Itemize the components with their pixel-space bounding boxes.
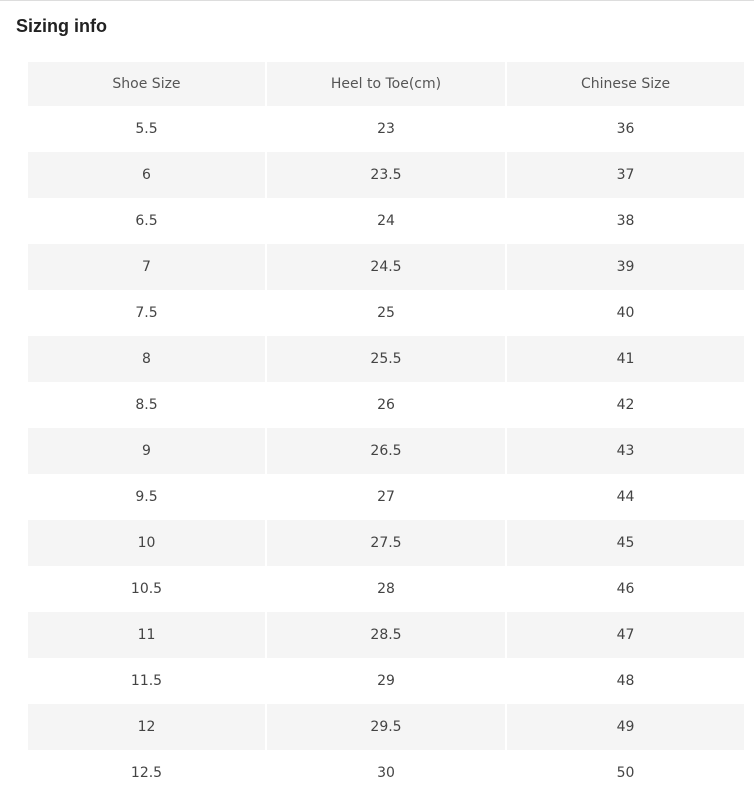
table-row [28,244,744,290]
cell-chinese-size: 47 [505,612,744,658]
cell-shoe-size: 8 [28,336,265,382]
cell-heel-to-toe: 24.5 [265,244,505,290]
cell-shoe-size: 11 [28,612,265,658]
cell-heel-to-toe: 28 [265,566,505,612]
cell-shoe-size: 8.5 [28,382,265,428]
cell-shoe-size: 12.5 [28,750,265,796]
cell-shoe-size: 12 [28,704,265,750]
table-row [28,566,744,612]
cell-heel-to-toe: 30 [265,750,505,796]
table-body [28,106,744,796]
cell-shoe-size: 7.5 [28,290,265,336]
cell-heel-to-toe: 27.5 [265,520,505,566]
cell-heel-to-toe: 28.5 [265,612,505,658]
cell-chinese-size: 46 [505,566,744,612]
cell-chinese-size: 37 [505,152,744,198]
cell-shoe-size: 10.5 [28,566,265,612]
table-row [28,704,744,750]
table-row [28,612,744,658]
header-row [28,62,744,106]
cell-chinese-size: 49 [505,704,744,750]
cell-chinese-size: 44 [505,474,744,520]
header-heel-to-toe: Heel to Toe(cm) [265,62,505,106]
table-row [28,152,744,198]
header-chinese-size: Chinese Size [505,62,744,106]
header-shoe-size: Shoe Size [28,62,265,106]
table-row [28,520,744,566]
cell-heel-to-toe: 25.5 [265,336,505,382]
cell-heel-to-toe: 29 [265,658,505,704]
top-divider [0,0,754,1]
cell-heel-to-toe: 26 [265,382,505,428]
cell-shoe-size: 6 [28,152,265,198]
cell-heel-to-toe: 26.5 [265,428,505,474]
cell-shoe-size: 11.5 [28,658,265,704]
table-row [28,750,744,796]
cell-chinese-size: 41 [505,336,744,382]
cell-chinese-size: 45 [505,520,744,566]
cell-shoe-size: 6.5 [28,198,265,244]
table-row [28,198,744,244]
cell-chinese-size: 48 [505,658,744,704]
section-title: Sizing info [16,16,107,36]
cell-heel-to-toe: 29.5 [265,704,505,750]
cell-heel-to-toe: 23 [265,106,505,152]
cell-chinese-size: 36 [505,106,744,152]
cell-chinese-size: 42 [505,382,744,428]
table-row [28,658,744,704]
table-row [28,336,744,382]
cell-shoe-size: 5.5 [28,106,265,152]
cell-chinese-size: 50 [505,750,744,796]
table-row [28,428,744,474]
cell-heel-to-toe: 27 [265,474,505,520]
cell-shoe-size: 10 [28,520,265,566]
cell-shoe-size: 7 [28,244,265,290]
cell-chinese-size: 40 [505,290,744,336]
table-row [28,290,744,336]
table-row [28,382,744,428]
cell-chinese-size: 39 [505,244,744,290]
table-header [28,62,744,106]
cell-chinese-size: 43 [505,428,744,474]
table-row [28,106,744,152]
cell-heel-to-toe: 23.5 [265,152,505,198]
cell-heel-to-toe: 24 [265,198,505,244]
table-row [28,474,744,520]
cell-heel-to-toe: 25 [265,290,505,336]
size-chart-table [28,62,744,796]
cell-shoe-size: 9 [28,428,265,474]
cell-chinese-size: 38 [505,198,744,244]
cell-shoe-size: 9.5 [28,474,265,520]
